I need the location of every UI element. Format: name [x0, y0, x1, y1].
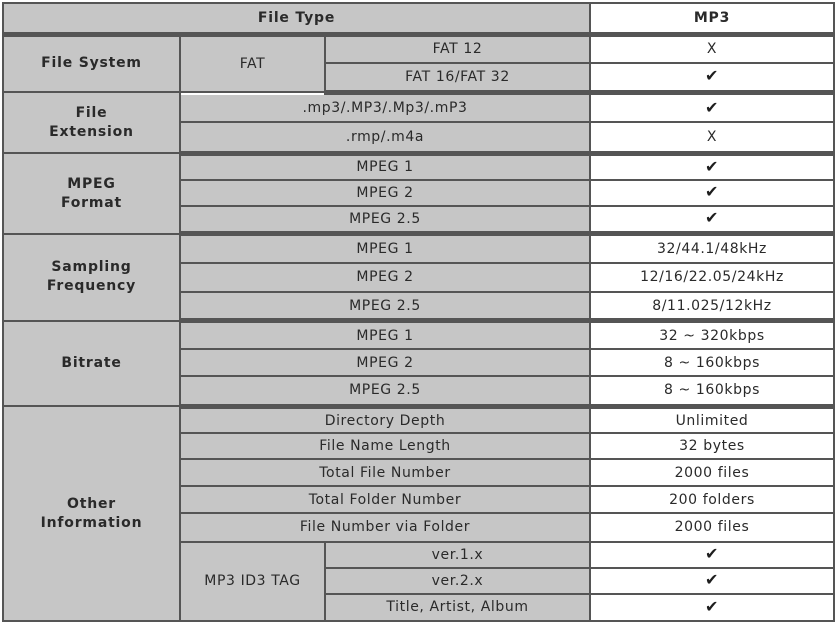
mpeg25-bitrate-label: MPEG 2.5 [180, 376, 590, 406]
mpeg-format-label: MPEG Format [3, 153, 180, 233]
table-row [3, 234, 834, 263]
file-format-spec-table [2, 2, 835, 622]
fat16-32-label: FAT 16/FAT 32 [325, 63, 590, 92]
mpeg25-sampling-label: MPEG 2.5 [180, 292, 590, 321]
other-information-label: Other Information [3, 406, 180, 621]
mpeg1-sampling-label: MPEG 1 [180, 234, 590, 263]
mpeg2-bitrate-value: 8 ~ 160kbps [590, 349, 834, 376]
mpeg25-format-label: MPEG 2.5 [180, 206, 590, 234]
directory-depth-label: Directory Depth [180, 406, 590, 433]
check-icon: ✔ [704, 156, 719, 176]
bitrate-label: Bitrate [3, 321, 180, 406]
mpeg25-sampling-value: 8/11.025/12kHz [590, 292, 834, 321]
table-row [3, 153, 834, 179]
mpeg25-format-value [590, 206, 834, 234]
mp3-id3-tag-label: MP3 ID3 TAG [180, 542, 325, 621]
table-row [3, 34, 834, 63]
file-number-via-folder-value: 2000 files [590, 513, 834, 542]
file-number-via-folder-label: File Number via Folder [180, 513, 590, 542]
fat12-label: FAT 12 [325, 34, 590, 63]
file-name-length-label: File Name Length [180, 433, 590, 459]
id3-ver1-value [590, 542, 834, 568]
file-name-length-value: 32 bytes [590, 433, 834, 459]
check-icon: ✔ [704, 208, 719, 228]
total-file-number-label: Total File Number [180, 459, 590, 486]
table-row [3, 406, 834, 433]
id3-title-artist-album-value [590, 594, 834, 621]
file-extension-label: File Extension [3, 92, 180, 153]
header-row [3, 3, 834, 34]
mpeg25-bitrate-value: 8 ~ 160kbps [590, 376, 834, 406]
mpeg2-bitrate-label: MPEG 2 [180, 349, 590, 376]
id3-ver2-label: ver.2.x [325, 568, 590, 594]
ext-mp3-label: .mp3/.MP3/.Mp3/.mP3 [180, 92, 590, 122]
check-icon: ✔ [704, 97, 719, 117]
fat12-value: X [590, 34, 834, 63]
mpeg2-format-label: MPEG 2 [180, 180, 590, 206]
mp3-header: MP3 [590, 3, 834, 34]
table-row [3, 92, 834, 122]
mpeg1-format-value [590, 153, 834, 179]
sampling-frequency-label: Sampling Frequency [3, 234, 180, 321]
total-folder-number-value: 200 folders [590, 486, 834, 512]
total-folder-number-label: Total Folder Number [180, 486, 590, 512]
fat-label: FAT [180, 34, 325, 92]
mpeg1-format-label: MPEG 1 [180, 153, 590, 179]
directory-depth-value: Unlimited [590, 406, 834, 433]
mpeg1-sampling-value: 32/44.1/48kHz [590, 234, 834, 263]
mpeg2-sampling-value: 12/16/22.05/24kHz [590, 263, 834, 292]
table-row [3, 321, 834, 349]
check-icon: ✔ [704, 182, 719, 202]
mpeg1-bitrate-label: MPEG 1 [180, 321, 590, 349]
total-file-number-value: 2000 files [590, 459, 834, 486]
ext-rmp-value: X [590, 122, 834, 153]
ext-rmp-label: .rmp/.m4a [180, 122, 590, 153]
id3-title-artist-album-label: Title, Artist, Album [325, 594, 590, 621]
check-icon: ✔ [704, 596, 719, 616]
check-icon: ✔ [704, 66, 719, 86]
check-icon: ✔ [704, 544, 719, 564]
ext-mp3-value [590, 92, 834, 122]
file-type-header: File Type [3, 3, 590, 34]
file-system-label: File System [3, 34, 180, 92]
mpeg2-format-value [590, 180, 834, 206]
check-icon: ✔ [704, 570, 719, 590]
id3-ver1-label: ver.1.x [325, 542, 590, 568]
mpeg1-bitrate-value: 32 ~ 320kbps [590, 321, 834, 349]
mpeg2-sampling-label: MPEG 2 [180, 263, 590, 292]
id3-ver2-value [590, 568, 834, 594]
fat16-32-value [590, 63, 834, 92]
